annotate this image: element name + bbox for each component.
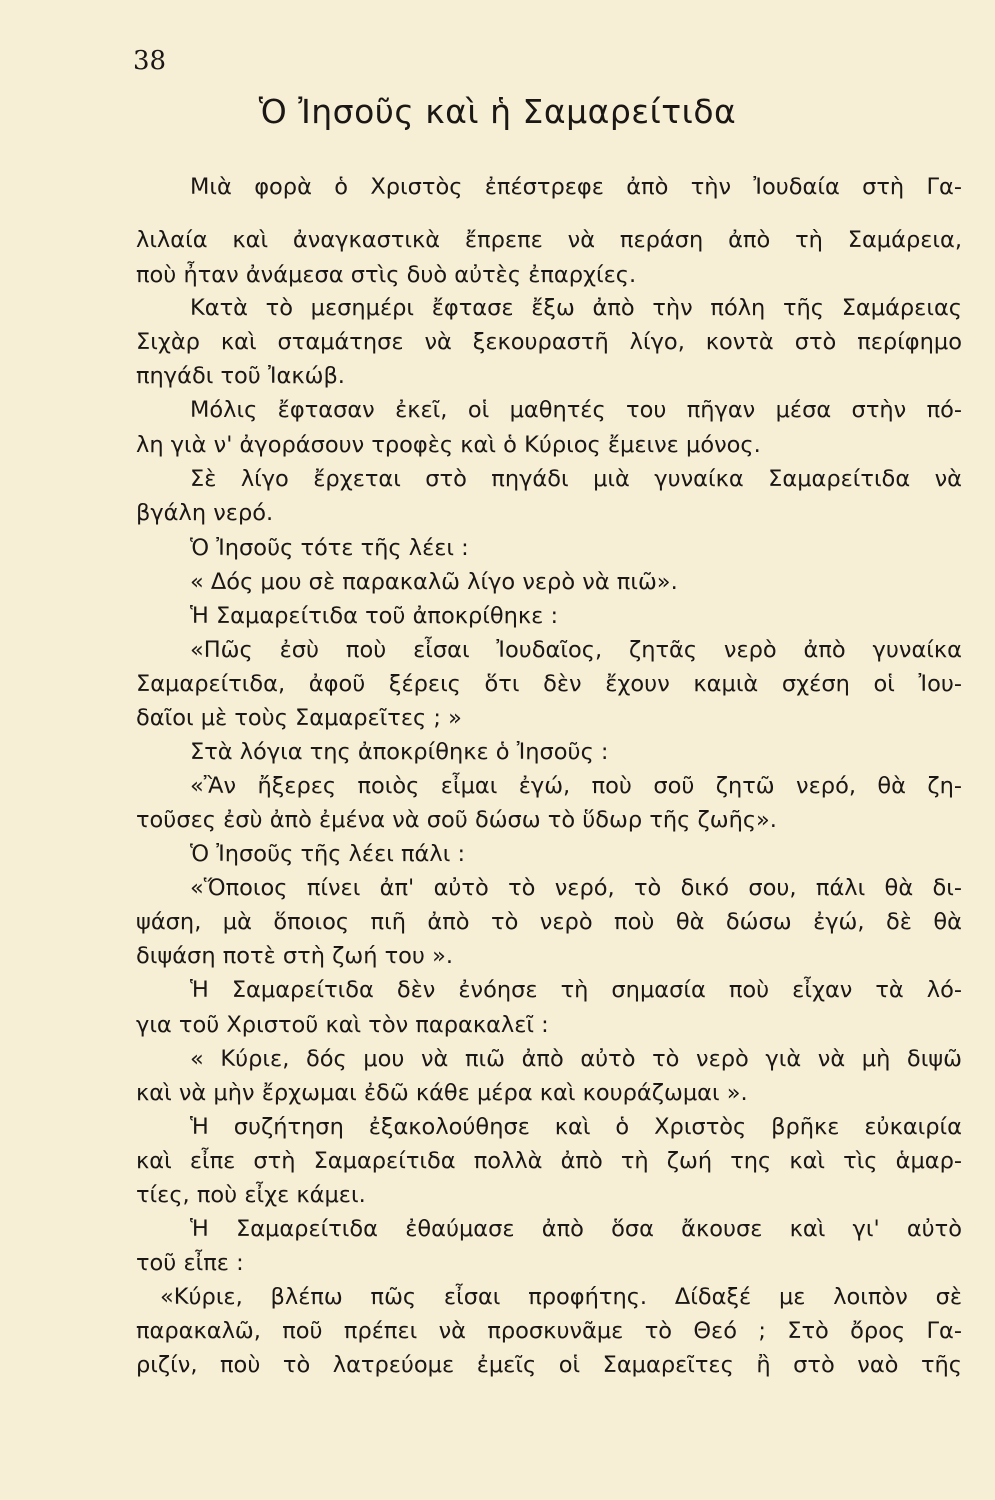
text-line: τοῦ εἶπε : [136,1250,244,1276]
text-line: Μόλις ἔφτασαν ἐκεῖ, οἱ μαθητές του πῆγαν μέσα στὴν πό- [190,397,962,423]
text-line: «Ἂν ἤξερες ποιὸς εἶμαι ἐγώ, ποὺ σοῦ ζητῶ νερό, θὰ ζη- [190,773,962,799]
text-line: καὶ εἶπε στὴ Σαμαρείτιδα πολλὰ ἀπὸ τὴ ζωή της καὶ τὶς ἁμαρ- [136,1148,962,1174]
text-line: «Ὅποιος πίνει ἀπ' αὐτὸ τὸ νερό, τὸ δικό σου, πάλι θὰ δι- [190,875,962,901]
text-line: « Κύριε, δός μου νὰ πιῶ ἀπὸ αὐτὸ τὸ νερὸ γιὰ νὰ μὴ διψῶ [190,1046,962,1072]
text-line: ριζίν, ποὺ τὸ λατρεύομε ἐμεῖς οἱ Σαμαρεῖτες ἢ στὸ ναὸ τῆς [136,1352,962,1378]
text-line: « Δός μου σὲ παρακαλῶ λίγο νερὸ νὰ πιῶ». [190,569,678,595]
text-line: Κατὰ τὸ μεσημέρι ἔφτασε ἔξω ἀπὸ τὴν πόλη τῆς Σαμάρειας [190,295,962,321]
text-line: Σαμαρείτιδα, ἀφοῦ ξέρεις ὅτι δὲν ἔχουν καμιὰ σχέση οἱ Ἰου- [136,671,962,697]
text-line: «Κύριε, βλέπω πῶς εἶσαι προφήτης. Δίδαξέ με λοιπὸν σὲ [160,1284,962,1310]
text-line: Ὁ Ἰησοῦς τῆς λέει πάλι : [190,841,466,867]
text-line: ψάση, μὰ ὅποιος πιῆ ἀπὸ τὸ νερὸ ποὺ θὰ δώσω ἐγώ, δὲ θὰ [136,909,962,935]
text-line: βγάλη νερό. [136,500,274,526]
text-line: λιλαία καὶ ἀναγκαστικὰ ἔπρεπε νὰ περάση ἀπὸ τὴ Σαμάρεια, [136,227,962,253]
text-line: διψάση ποτὲ στὴ ζωή του ». [136,943,454,969]
text-line: ποὺ ἦταν ἀνάμεσα στὶς δυὸ αὐτὲς ἐπαρχίες. [136,262,637,288]
text-line: Ἡ Σαμαρείτιδα δὲν ἐνόησε τὴ σημασία ποὺ εἶχαν τὰ λό- [190,977,962,1003]
text-line: Σὲ λίγο ἔρχεται στὸ πηγάδι μιὰ γυναίκα Σαμαρείτιδα νὰ [190,466,962,492]
text-line: Ἡ συζήτηση ἐξακολούθησε καὶ ὁ Χριστὸς βρῆκε εὐκαιρία [190,1114,962,1140]
page-number: 38 [133,46,167,76]
text-line: Ὁ Ἰησοῦς τότε τῆς λέει : [190,535,469,561]
text-line: λη γιὰ ν' ἀγοράσουν τροφὲς καὶ ὁ Κύριος ἔμεινε μόνος. [136,432,761,458]
chapter-title: Ὁ Ἰησοῦς καὶ ἡ Σαμαρείτιδα [258,92,737,131]
text-line: καὶ νὰ μὴν ἔρχωμαι ἐδῶ κάθε μέρα καὶ κουράζωμαι ». [136,1080,748,1106]
text-line: Μιὰ φορὰ ὁ Χριστὸς ἐπέστρεφε ἀπὸ τὴν Ἰουδαία στὴ Γα- [190,174,962,200]
text-line: για τοῦ Χριστοῦ καὶ τὸν παρακαλεῖ : [136,1012,549,1038]
text-line: Στὰ λόγια της ἀποκρίθηκε ὁ Ἰησοῦς : [190,739,609,765]
text-line: Σιχὰρ καὶ σταμάτησε νὰ ξεκουραστῆ λίγο, κοντὰ στὸ περίφημο [136,329,962,355]
text-line: Ἡ Σαμαρείτιδα τοῦ ἀποκρίθηκε : [190,603,559,629]
text-line: Ἡ Σαμαρείτιδα ἐθαύμασε ἀπὸ ὅσα ἄκουσε καὶ γι' αὐτὸ [190,1216,962,1242]
text-line: τοῦσες ἐσὺ ἀπὸ ἐμένα νὰ σοῦ δώσω τὸ ὕδωρ τῆς ζωῆς». [136,807,777,833]
text-line: δαῖοι μὲ τοὺς Σαμαρεῖτες ; » [136,705,462,731]
text-line: «Πῶς ἐσὺ ποὺ εἶσαι Ἰουδαῖος, ζητᾶς νερὸ ἀπὸ γυναίκα [190,637,962,663]
text-line: πηγάδι τοῦ Ἰακώβ. [136,363,345,389]
text-line: τίες, ποὺ εἶχε κάμει. [136,1182,366,1208]
text-line: παρακαλῶ, ποῦ πρέπει νὰ προσκυνᾶμε τὸ Θεό ; Στὸ ὄρος Γα- [136,1318,962,1344]
